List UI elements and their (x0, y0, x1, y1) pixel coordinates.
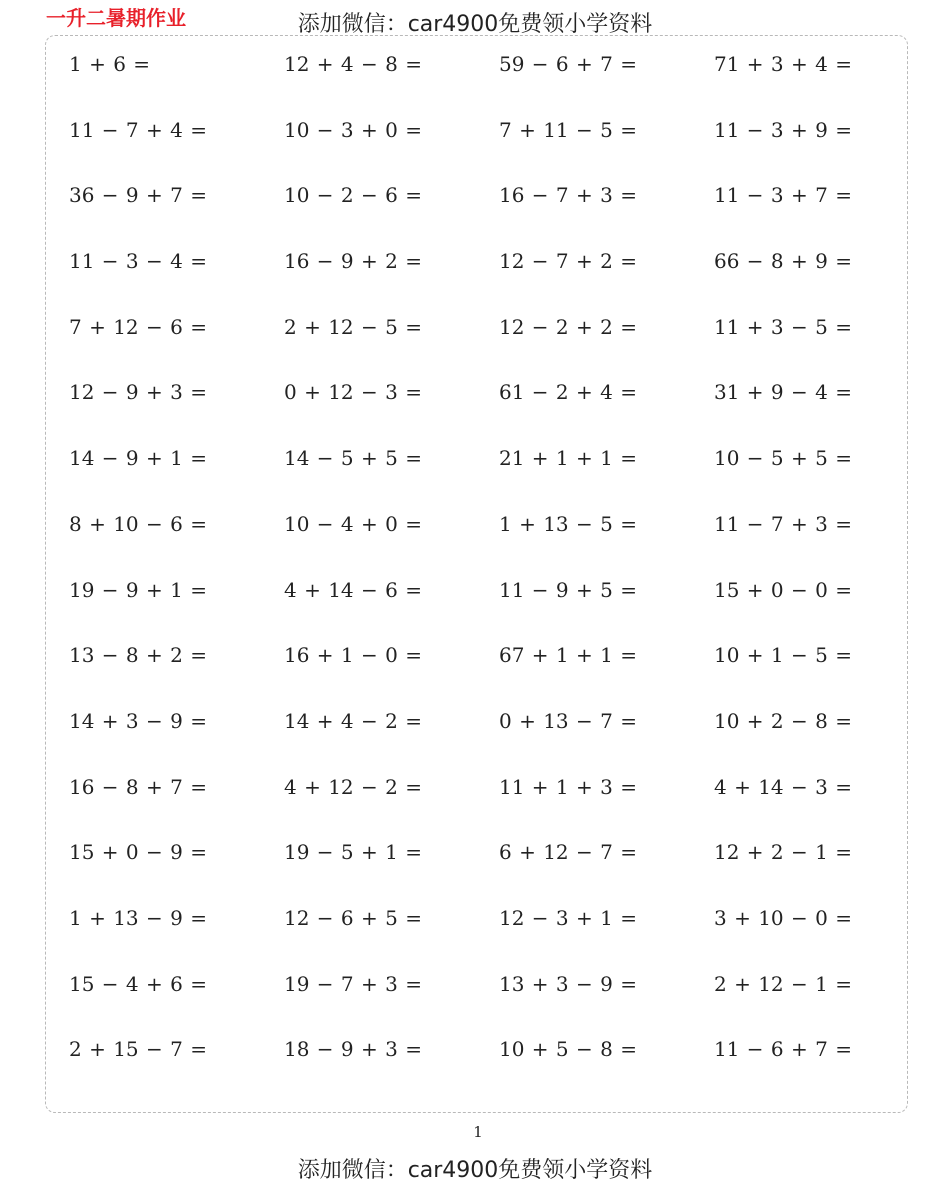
problem-row (69, 48, 929, 114)
math-problem: 31 + 9 − 4 = (714, 380, 852, 405)
math-problem: 19 − 9 + 1 = (69, 577, 207, 602)
math-problem: 11 + 1 + 3 = (499, 774, 637, 799)
math-problem: 12 − 3 + 1 = (499, 905, 637, 930)
math-problem: 67 + 1 + 1 = (499, 643, 637, 668)
math-problem: 66 − 8 + 9 = (714, 249, 852, 274)
math-problem: 15 + 0 − 9 = (69, 840, 207, 865)
math-problem: 15 + 0 − 0 = (714, 577, 852, 602)
math-problem: 1 + 13 − 5 = (499, 511, 637, 536)
math-problem: 10 + 2 − 8 = (714, 708, 852, 733)
math-problem: 61 − 2 + 4 = (499, 380, 637, 405)
math-problem: 16 − 9 + 2 = (284, 249, 422, 274)
problem-row (69, 639, 929, 705)
math-problem: 4 + 14 − 3 = (714, 774, 852, 799)
problem-row (69, 179, 929, 245)
math-problem: 36 − 9 + 7 = (69, 183, 207, 208)
math-problem: 4 + 14 − 6 = (284, 577, 422, 602)
math-problem: 10 + 1 − 5 = (714, 643, 852, 668)
math-problem: 19 − 7 + 3 = (284, 971, 422, 996)
math-problem: 11 − 9 + 5 = (499, 577, 637, 602)
page-number: 1 (473, 1123, 483, 1141)
problem-row (69, 114, 929, 180)
math-problem: 11 − 3 − 4 = (69, 249, 207, 274)
math-problem: 2 + 12 − 1 = (714, 971, 852, 996)
math-problem: 11 − 7 + 3 = (714, 511, 852, 536)
problem-row (69, 311, 929, 377)
problem-row (69, 705, 929, 771)
problem-row (69, 245, 929, 311)
math-problem: 13 − 8 + 2 = (69, 643, 207, 668)
problem-grid (69, 48, 929, 1099)
problem-row (69, 771, 929, 837)
math-problem: 7 + 12 − 6 = (69, 314, 207, 339)
problem-row (69, 442, 929, 508)
math-problem: 15 − 4 + 6 = (69, 971, 207, 996)
math-problem: 10 − 2 − 6 = (284, 183, 422, 208)
math-problem: 11 + 3 − 5 = (714, 314, 852, 339)
math-problem: 19 − 5 + 1 = (284, 840, 422, 865)
math-problem: 2 + 15 − 7 = (69, 1037, 207, 1062)
math-problem: 16 − 8 + 7 = (69, 774, 207, 799)
math-problem: 0 + 12 − 3 = (284, 380, 422, 405)
math-problem: 2 + 12 − 5 = (284, 314, 422, 339)
math-problem: 10 − 3 + 0 = (284, 117, 422, 142)
math-problem: 1 + 6 = (69, 52, 151, 76)
math-problem: 11 − 3 + 9 = (714, 117, 852, 142)
problem-row (69, 574, 929, 640)
math-problem: 14 + 4 − 2 = (284, 708, 422, 733)
math-problem: 4 + 12 − 2 = (284, 774, 422, 799)
problem-row (69, 508, 929, 574)
watermark-bottom (0, 1156, 950, 1186)
math-problem: 1 + 13 − 9 = (69, 905, 207, 930)
math-problem: 8 + 10 − 6 = (69, 511, 207, 536)
math-problem: 11 − 7 + 4 = (69, 117, 207, 142)
math-problem: 12 − 6 + 5 = (284, 905, 422, 930)
worksheet-title-label: 一升二暑期作业 (46, 6, 186, 30)
math-problem: 12 + 2 − 1 = (714, 840, 852, 865)
problem-row (69, 1033, 929, 1099)
math-problem: 14 − 5 + 5 = (284, 446, 422, 471)
problem-row (69, 968, 929, 1034)
math-problem: 14 − 9 + 1 = (69, 446, 207, 471)
math-problem: 12 − 7 + 2 = (499, 249, 637, 274)
math-problem: 10 − 5 + 5 = (714, 446, 852, 471)
math-problem: 0 + 13 − 7 = (499, 708, 637, 733)
math-problem: 21 + 1 + 1 = (499, 446, 637, 471)
math-problem: 11 − 6 + 7 = (714, 1037, 852, 1062)
math-problem: 12 + 4 − 8 = (284, 52, 422, 76)
math-problem: 11 − 3 + 7 = (714, 183, 852, 208)
math-problem: 14 + 3 − 9 = (69, 708, 207, 733)
math-problem: 7 + 11 − 5 = (499, 117, 637, 142)
math-problem: 16 + 1 − 0 = (284, 643, 422, 668)
math-problem: 6 + 12 − 7 = (499, 840, 637, 865)
problem-row (69, 376, 929, 442)
problem-row (69, 836, 929, 902)
math-problem: 18 − 9 + 3 = (284, 1037, 422, 1062)
watermark-top-text: 添加微信：car4900免费领小学资料 (290, 12, 661, 37)
watermark-bottom-text: 添加微信：car4900免费领小学资料 (290, 1158, 661, 1183)
math-problem: 3 + 10 − 0 = (714, 905, 852, 930)
math-problem: 10 − 4 + 0 = (284, 511, 422, 536)
math-problem: 10 + 5 − 8 = (499, 1037, 637, 1062)
math-problem: 12 − 2 + 2 = (499, 314, 637, 339)
math-problem: 12 − 9 + 3 = (69, 380, 207, 405)
math-problem: 13 + 3 − 9 = (499, 971, 637, 996)
math-problem: 71 + 3 + 4 = (714, 52, 852, 76)
math-problem: 59 − 6 + 7 = (499, 52, 637, 76)
math-problem: 16 − 7 + 3 = (499, 183, 637, 208)
problem-row (69, 902, 929, 968)
